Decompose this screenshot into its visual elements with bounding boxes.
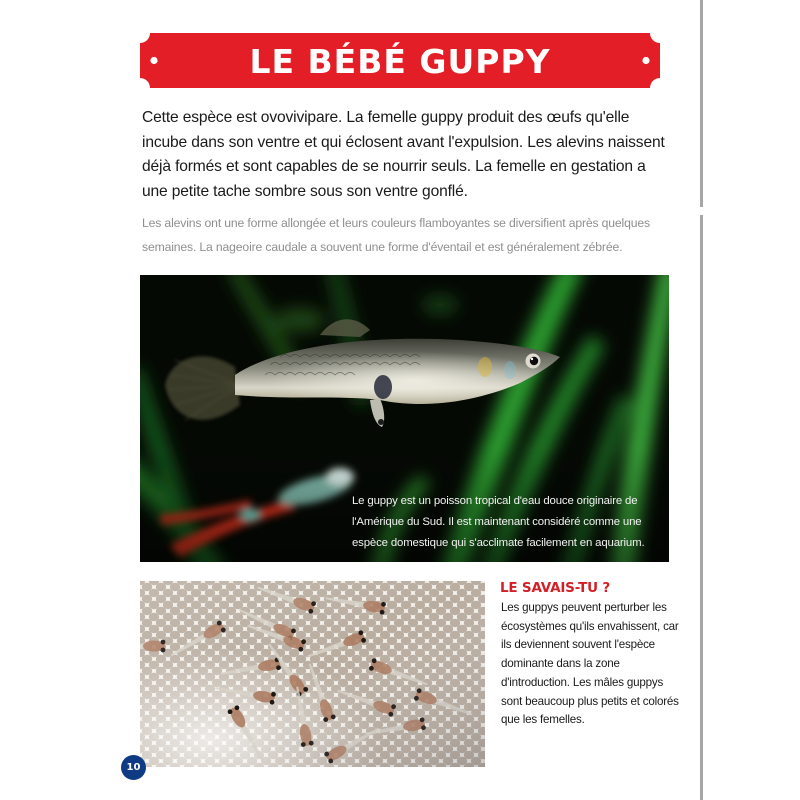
guppy-photo	[140, 275, 669, 562]
page-title: LE BÉBÉ GUPPY	[249, 41, 551, 81]
guppy-fry-photo	[140, 581, 485, 767]
page-number-badge: 10	[121, 755, 146, 780]
guppy-photo-caption: Le guppy est un poisson tropical d'eau douce originaire de l'Amérique du Sud. Il est maintenant considéré comme une espèce domestique qui s'acclimate facilement en aquarium.	[352, 495, 645, 549]
page-edge-line	[700, 215, 703, 800]
guppy-fry-illustration	[140, 581, 485, 767]
intro-paragraph: Cette espèce est ovovivipare. La femelle guppy produit des œufs qu'elle incube dans son ventre et qui éclosent avant l'expulsion. Les alevins naissent déjà formés et sont capables de se nourrir seuls. La femelle en gestation a une petite tache sombre sous son ventre gonflé.	[142, 109, 665, 200]
title-banner	[140, 33, 660, 88]
secondary-paragraph: Les alevins ont une forme allongée et leurs couleurs flamboyantes se diversifient après quelques semaines. La nageoire caudale a souvent une forme d'éventail et est généralement zébrée.	[142, 216, 650, 254]
page-edge-line	[700, 0, 703, 207]
did-you-know-body: Les guppys peuvent perturber les écosystèmes qu'ils envahissent, car ils deviennent souvent l'espèce dominante dans la zone d'introduction. Les mâles guppys sont beaucoup plus petits et colorés que les femelles.	[501, 601, 679, 727]
did-you-know-title: LE SAVAIS-TU ?	[500, 580, 611, 596]
